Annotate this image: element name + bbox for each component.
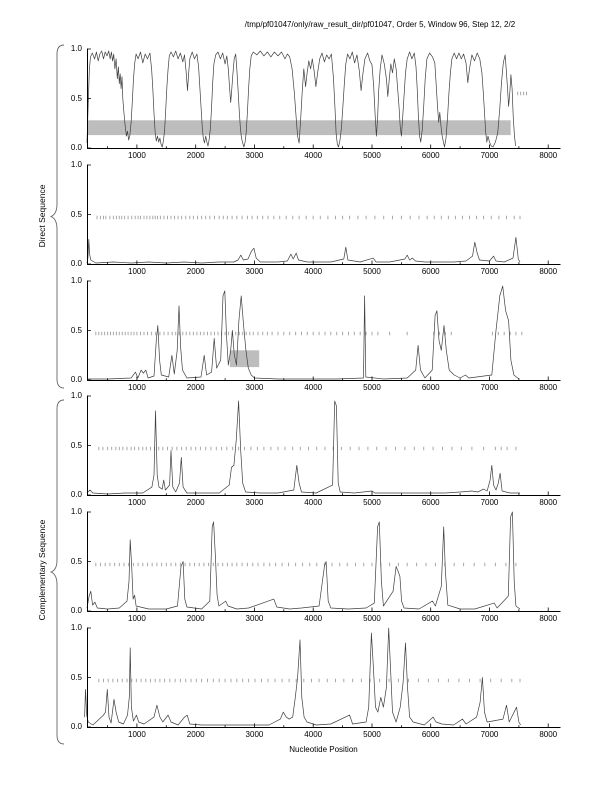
x-tick-label: 1000	[128, 498, 146, 507]
y-tick-label: 1.0	[70, 391, 82, 400]
x-tick-label: 5000	[363, 498, 381, 507]
y-tick-label: 0.0	[70, 606, 82, 615]
axis-ticks	[88, 512, 549, 612]
x-tick-label: 8000	[539, 498, 558, 507]
x-tick-label: 7000	[480, 614, 499, 623]
x-tick-label: 5000	[363, 383, 381, 392]
x-tick-label: 7000	[480, 151, 499, 160]
axis-lines	[88, 281, 561, 381]
x-tick-label: 7000	[480, 383, 499, 392]
x-tick-label: 5000	[363, 151, 381, 160]
y-tick-label: 1.0	[70, 623, 82, 632]
y-tick-label: 1.0	[70, 44, 82, 53]
axis-ticks	[88, 165, 549, 265]
x-tick-label: 6000	[421, 383, 440, 392]
x-tick-label: 8000	[539, 730, 558, 739]
x-tick-label: 8000	[539, 267, 558, 276]
panel-direct-2-plot	[87, 163, 561, 267]
panel-direct-3-plot	[87, 279, 561, 383]
y-tick-label: 0.0	[70, 259, 82, 268]
match-tick-marks	[99, 679, 520, 682]
match-tick-marks	[96, 563, 516, 566]
figure-title: /tmp/pf01047/only/raw_result_dir/pf01047, Order 5, Window 96, Step 12, 2/2	[244, 20, 516, 29]
panel-direct-1-plot	[87, 47, 561, 151]
x-tick-label: 2000	[186, 498, 205, 507]
y-tick-label: 0.5	[70, 556, 82, 566]
axis-lines	[88, 165, 561, 265]
x-tick-label: 3000	[245, 383, 264, 392]
y-tick-label: 0.5	[70, 93, 82, 103]
axis-lines	[88, 396, 561, 496]
y-tick-label: 0.5	[70, 672, 82, 682]
x-tick-label: 6000	[421, 151, 440, 160]
x-tick-label: 2000	[186, 383, 205, 392]
x-tick-label: 4000	[304, 383, 323, 392]
panel-complementary-3-plot	[87, 626, 561, 730]
x-tick-label: 1000	[128, 151, 146, 160]
x-tick-label: 4000	[304, 730, 323, 739]
y-tick-label: 0.0	[70, 375, 82, 384]
y-tick-label: 1.0	[70, 507, 82, 516]
y-tick-label: 0.0	[70, 490, 82, 499]
profile-curve	[85, 628, 521, 725]
x-tick-label: 5000	[363, 267, 381, 276]
axis-ticks	[88, 628, 549, 728]
complementary-group-brace	[50, 399, 66, 745]
x-tick-label: 3000	[245, 614, 264, 623]
x-tick-label: 5000	[363, 614, 381, 623]
x-axis-label: Nucleotide Position	[289, 745, 358, 754]
x-tick-label: 2000	[186, 151, 205, 160]
x-tick-label: 4000	[304, 614, 323, 623]
match-tick-marks	[96, 332, 522, 335]
panel-complementary-2-plot	[87, 510, 561, 614]
profile-curve	[87, 401, 520, 494]
x-tick-label: 6000	[421, 498, 440, 507]
x-tick-label: 6000	[421, 614, 440, 623]
x-tick-label: 4000	[304, 151, 323, 160]
y-tick-label: 0.0	[70, 722, 82, 731]
x-tick-label: 1000	[128, 614, 146, 623]
x-tick-label: 5000	[363, 730, 381, 739]
x-tick-label: 8000	[539, 614, 558, 623]
y-tick-label: 0.5	[70, 440, 82, 450]
complementary-sequence-label: Complementary Sequence	[37, 519, 47, 621]
x-tick-label: 6000	[421, 730, 440, 739]
direct-sequence-label: Direct Sequence	[37, 184, 47, 248]
y-tick-label: 1.0	[70, 276, 82, 285]
x-tick-label: 4000	[304, 267, 323, 276]
x-tick-label: 1000	[128, 267, 146, 276]
x-tick-label: 3000	[245, 498, 264, 507]
x-tick-label: 8000	[539, 383, 558, 392]
profile-curve	[87, 237, 520, 263]
axis-ticks	[88, 281, 549, 381]
panel-complementary-1-plot	[87, 394, 561, 498]
x-tick-label: 2000	[186, 614, 205, 623]
match-tick-marks	[97, 216, 520, 219]
x-tick-label: 3000	[245, 267, 264, 276]
profile-curve	[87, 512, 520, 609]
x-tick-label: 3000	[245, 730, 264, 739]
y-tick-label: 1.0	[70, 160, 82, 169]
x-tick-label: 8000	[539, 151, 558, 160]
x-tick-label: 6000	[421, 267, 440, 276]
y-tick-label: 0.0	[70, 143, 82, 152]
x-tick-label: 3000	[245, 151, 264, 160]
x-tick-label: 7000	[480, 498, 499, 507]
x-tick-label: 7000	[480, 730, 499, 739]
x-tick-label: 2000	[186, 730, 205, 739]
x-tick-label: 4000	[304, 498, 323, 507]
x-tick-label: 1000	[128, 730, 146, 739]
match-tick-marks	[99, 447, 516, 450]
x-tick-label: 1000	[128, 383, 146, 392]
y-tick-label: 0.5	[70, 325, 82, 335]
x-tick-label: 2000	[186, 267, 205, 276]
match-tick-marks	[518, 92, 527, 96]
axis-lines	[88, 512, 561, 612]
y-tick-label: 0.5	[70, 209, 82, 219]
x-tick-label: 7000	[480, 267, 499, 276]
